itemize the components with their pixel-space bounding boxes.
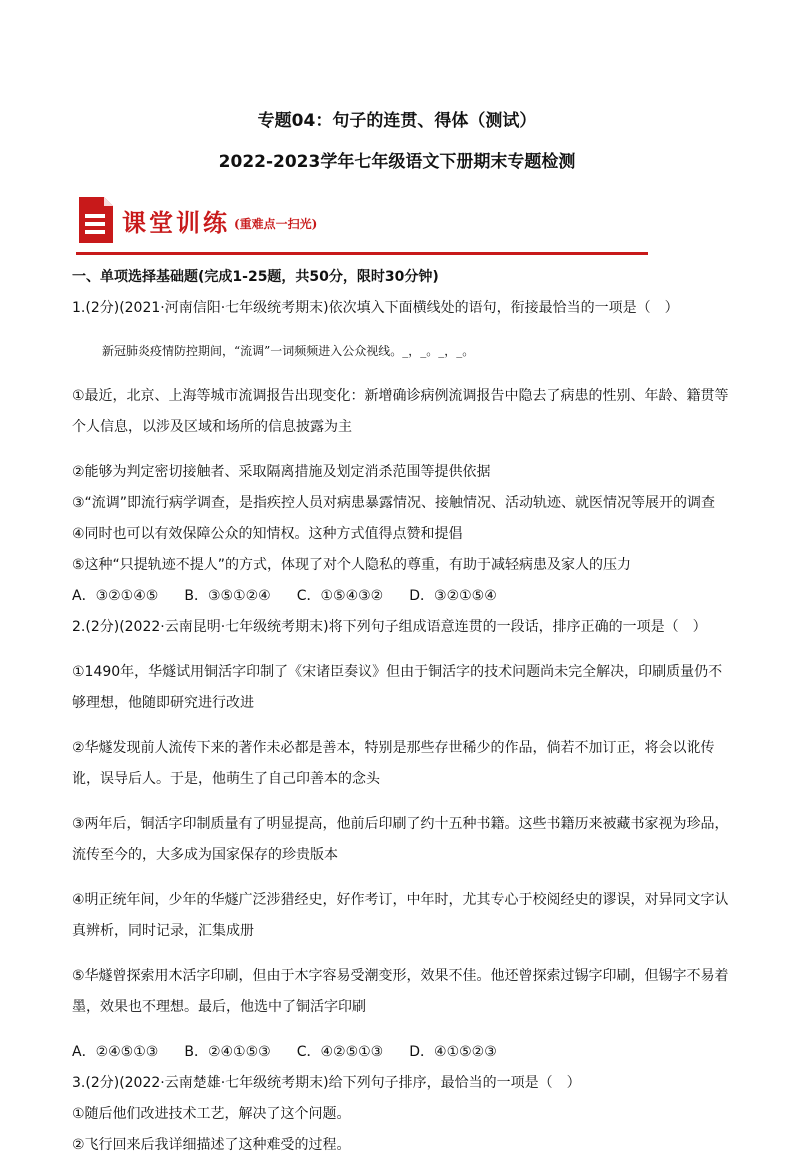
choice-d[interactable]: D．③②①⑤④	[409, 588, 497, 604]
banner-divider	[76, 252, 648, 255]
page-title: 专题04：句子的连贯、得体（测试）	[257, 111, 537, 131]
choice-b[interactable]: B．②④①⑤③	[184, 1044, 271, 1060]
answer-choices	[72, 1037, 732, 1068]
choice-a[interactable]: A．②④⑤①③	[72, 1044, 159, 1060]
banner-sublabel: (重难点一扫光)	[234, 217, 318, 231]
question-stem: 2.(2分)(2022·云南昆明·七年级统考期末)将下列句子组成语意连贯的一段话，排序正确的一项是（ ）	[72, 619, 707, 635]
choice-b[interactable]: B．③⑤①②④	[184, 588, 271, 604]
question-stem: 3.(2分)(2022·云南楚雄·七年级统考期末)给下列句子排序，最恰当的一项是（ ）	[72, 1075, 581, 1091]
question-stem: 1.(2分)(2021·河南信阳·七年级统考期末)依次填入下面横线处的语句，衔接最恰当的一项是（ ）	[72, 300, 679, 316]
question-1	[72, 293, 732, 612]
section-banner	[76, 195, 656, 257]
document-icon	[76, 195, 116, 245]
option-item: ③两年后，铜活字印制质量有了明显提高，他前后印刷了约十五种书籍。这些书籍历来被藏书家视为珍品，流传至今的，大多成为国家保存的珍贵版本	[72, 816, 729, 863]
option-item: ①随后他们改进技术工艺，解决了这个问题。	[72, 1106, 351, 1122]
banner-label: 课堂训练	[122, 208, 230, 237]
choice-c[interactable]: C．④②⑤①③	[296, 1044, 384, 1060]
question-3	[72, 1068, 732, 1161]
choice-d[interactable]: D．④①⑤②③	[409, 1044, 497, 1060]
page-subtitle: 2022-2023学年七年级语文下册期末专题检测	[218, 152, 576, 172]
question-intro: 新冠肺炎疫情防控期间，“流调”一词频频进入公众视线。_，_。_，_。	[102, 344, 475, 358]
option-item: ①最近，北京、上海等城市流调报告出现变化：新增确诊病例流调报告中隐去了病患的性别、年龄、籍贯等个人信息，以涉及区域和场所的信息披露为主	[72, 388, 729, 435]
choice-a[interactable]: A．③②①④⑤	[72, 588, 159, 604]
option-item: ④明正统年间，少年的华燧广泛涉猎经史，好作考订，中年时，尤其专心于校阅经史的谬误，对异同文字认真辨析，同时记录，汇集成册	[72, 892, 729, 939]
choice-c[interactable]: C．①⑤④③②	[296, 588, 384, 604]
option-item: ②能够为判定密切接触者、采取隔离措施及划定消杀范围等提供依据	[72, 464, 491, 480]
option-item: ④同时也可以有效保障公众的知情权。这种方式值得点赞和提倡	[72, 526, 463, 542]
section-heading: 一、单项选择基础题(完成1-25题，共50分，限时30分钟)	[72, 269, 439, 285]
option-item: ③“流调”即流行病学调查，是指疾控人员对病患暴露情况、接触情况、活动轨迹、就医情况等展开的调查	[72, 495, 716, 511]
option-item: ②飞行回来后我详细描述了这种难受的过程。	[72, 1137, 351, 1153]
option-item: ⑤华燧曾探索用木活字印刷，但由于木字容易受潮变形，效果不佳。他还曾探索过锡字印刷，但锡字不易着墨，效果也不理想。最后，他选中了铜活字印刷	[72, 968, 729, 1015]
option-item: ⑤这种“只提轨迹不提人”的方式，体现了对个人隐私的尊重，有助于减轻病患及家人的压力	[72, 557, 632, 573]
answer-choices	[72, 581, 732, 612]
question-2	[72, 612, 732, 1068]
option-item: ②华燧发现前人流传下来的著作未必都是善本，特别是那些存世稀少的作品，倘若不加订正，将会以讹传讹，误导后人。于是，他萌生了自己印善本的念头	[72, 740, 715, 787]
content	[72, 262, 732, 1161]
option-item: ①1490年，华燧试用铜活字印制了《宋诸臣奏议》但由于铜活字的技术问题尚未完全解决，印刷质量仍不够理想，他随即研究进行改进	[72, 664, 723, 711]
